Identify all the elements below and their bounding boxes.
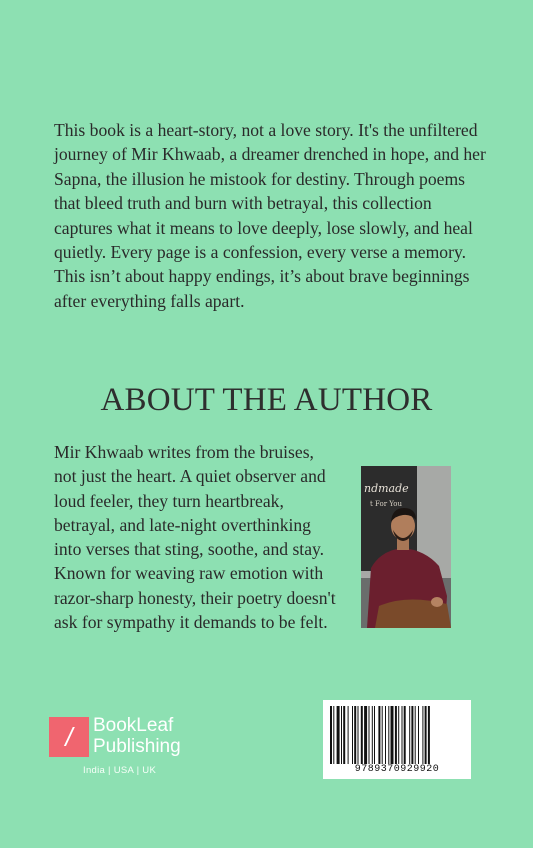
barcode-bar — [418, 706, 419, 764]
barcode-bar — [398, 706, 399, 764]
barcode-bar — [352, 706, 353, 764]
barcode-bar — [395, 706, 397, 764]
book-blurb: This book is a heart-story, not a love story. It's the unfiltered journey of Mir Khwaab, a dreamer drenched in hope, and her Sapna, the illusion he mistook for destiny. Through poems that bleed truth and burn with betrayal, this collection captures what it means to love deeply, lose slowly, and heal quietly. Every page is a confession, every verse a memory. This isn’t about happy endings, it’s about brave beginnings after everything falls apart. — [54, 120, 486, 311]
barcode-bar — [409, 706, 410, 764]
author-bio: Mir Khwaab writes from the bruises, not just the heart. A quiet observer and loud feeler, they turn heartbreak, betrayal, and late-night overthinking into verses that sting, soothe, and stay. Known for weaving raw emotion with razor-sharp honesty, their poetry doesn't ask for sympathy it demands to be felt. — [54, 442, 336, 633]
bookleaf-logo-icon: / — [49, 717, 89, 757]
barcode-bar — [404, 706, 406, 764]
barcode-bar — [364, 706, 367, 764]
barcode-icon — [330, 706, 464, 764]
publisher-name-line2: Publishing — [93, 736, 181, 757]
author-photo — [361, 466, 451, 628]
barcode-bar — [385, 706, 386, 764]
poster-text-1: ndmade — [364, 482, 409, 495]
barcode-bar — [361, 706, 363, 764]
barcode-bar — [378, 706, 380, 764]
publisher-name — [93, 715, 181, 757]
barcode-bar — [354, 706, 356, 764]
barcode-bar — [372, 706, 373, 764]
barcode-bar — [415, 706, 416, 764]
isbn-barcode — [323, 700, 471, 779]
barcode-bar — [391, 706, 394, 764]
barcode-bar — [388, 706, 389, 764]
barcode-bar — [330, 706, 332, 764]
barcode-bar — [333, 706, 334, 764]
publisher-logo — [49, 715, 219, 785]
barcode-bar — [358, 706, 359, 764]
barcode-bar — [422, 706, 423, 764]
barcode-bar — [343, 706, 345, 764]
publisher-regions: India | USA | UK — [83, 765, 157, 776]
barcode-bar — [382, 706, 383, 764]
publisher-name-line1: BookLeaf — [93, 715, 174, 736]
barcode-bar — [341, 706, 342, 764]
barcode-bar — [337, 706, 340, 764]
barcode-bar — [374, 706, 375, 764]
barcode-bar — [348, 706, 349, 764]
barcode-bar — [402, 706, 403, 764]
poster-text-2: t For You — [370, 500, 403, 508]
barcode-bar — [411, 706, 413, 764]
about-author-heading: ABOUT THE AUTHOR — [100, 382, 433, 418]
barcode-bar — [428, 706, 430, 764]
barcode-bar — [425, 706, 427, 764]
isbn-number: 9789370929920 — [354, 764, 440, 775]
barcode-bar — [369, 706, 370, 764]
